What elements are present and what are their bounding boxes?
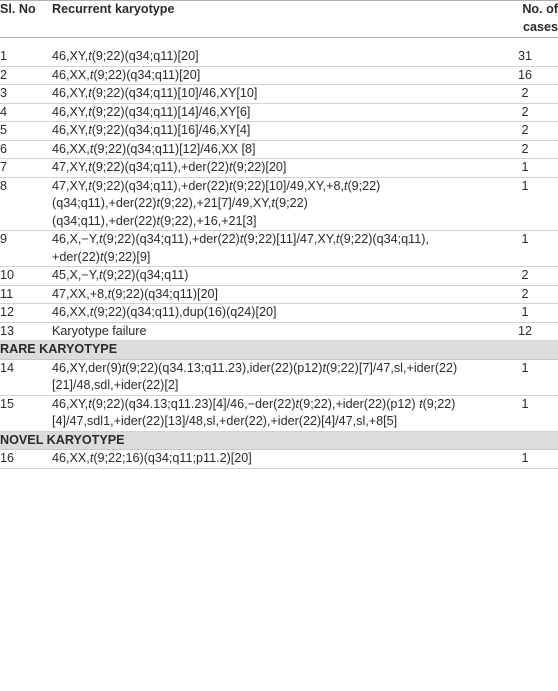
table-row [0,66,558,85]
sl-no-cell [0,159,52,178]
cases-cell-text: 2 [521,104,529,119]
karyotype-cell-text: 46,XY,t(9;22)(q34;q11)[16]/46,XY[4] [52,123,251,137]
karyotype-cell-text: 47,XY,t(9;22)(q34;q11),+der(22)t(9;22)[10]/49,XY,+8,t(9;22)(q34;q11),+der(22)t(9;22),+21[7]/49,XY,t(9;22)(q34;q11),+der(22)t(9;22),+16,+21[3] [52,178,381,228]
cases-cell [492,103,558,122]
sl-no-cell [0,66,52,85]
cases-cell [492,322,558,341]
table-row [0,285,558,304]
karyotype-cell [52,304,492,323]
recurrent-rows [0,38,558,341]
cases-cell [492,177,558,231]
sl-no-cell [0,122,52,141]
sl-no-cell-text: 16 [0,451,15,465]
sl-no-cell [0,85,52,104]
sl-no-cell-text: 4 [0,104,8,119]
cases-cell [492,159,558,178]
cases-cell [492,231,558,267]
table-row [0,359,558,395]
section-header-rare [0,341,558,360]
sl-no-cell-text: 13 [0,323,15,338]
section-header-novel [0,431,558,450]
karyotype-cell [52,140,492,159]
karyotype-cell-text: 46,XY,t(9;22)(q34;q11)[20] [52,49,199,63]
sl-no-cell-text: 6 [0,141,8,156]
karyotype-cell [52,359,492,395]
header-karyotype: Recurrent karyotype [52,1,492,38]
cases-cell-text: 1 [521,232,529,246]
sl-no-cell-text: 5 [0,123,8,137]
cases-cell [492,267,558,286]
sl-no-cell-text: 12 [0,305,15,319]
section-title-novel: NOVEL KARYOTYPE [0,431,558,450]
table-row [0,159,558,178]
karyotype-cell [52,322,492,341]
cases-cell-text: 1 [521,305,529,319]
karyotype-cell [52,285,492,304]
sl-no-cell-text: 3 [0,86,8,100]
novel-rows [0,450,558,469]
cases-cell [492,140,558,159]
karyotype-cell [52,231,492,267]
header-cases: No. of cases [492,1,558,38]
karyotype-cell-text: Karyotype failure [52,323,147,338]
sl-no-cell [0,267,52,286]
cases-cell-text: 16 [517,67,532,82]
sl-no-cell-text: 11 [0,286,14,301]
table-row [0,177,558,231]
sl-no-cell [0,304,52,323]
header-row [0,1,558,38]
sl-no-cell [0,48,52,66]
karyotype-cell-text: 46,XY,der(9)t(9;22)(q34.13;q11.23),ider(22)(p12)t(9;22)[7]/47,sl,+ider(22)[21]/48,sdl,+ider(22)[2] [52,360,458,392]
karyotype-cell [52,395,492,431]
karyotype-cell-text: 46,XY,t(9;22)(q34.13;q11.23)[4]/46,−der(22)t(9;22),+ider(22)(p12) t(9;22)[4]/47,sdl1,+ider(22)[13]/48,sl,+der(22),+ider(22)[4]/47,sl,+8[5] [52,396,456,428]
cases-cell-text: 2 [521,286,529,301]
spacer-row [0,38,558,49]
table-row [0,231,558,267]
cases-cell-text: 1 [521,396,529,411]
cases-cell [492,122,558,141]
sl-no-cell-text: 1 [0,49,8,63]
sl-no-cell-text: 8 [0,178,8,193]
cases-cell-text: 31 [517,49,532,63]
section-title-rare: RARE KARYOTYPE [0,341,558,360]
sl-no-cell-text: 2 [0,67,8,82]
table-row [0,103,558,122]
sl-no-cell [0,177,52,231]
cases-cell-text: 2 [521,141,529,156]
cases-cell-text: 1 [521,160,529,174]
sl-no-cell [0,450,52,469]
table-row [0,267,558,286]
cases-cell-text: 2 [521,268,529,282]
karyotype-cell-text: 46,XX,t(9;22;16)(q34;q11;p11.2)[20] [52,451,252,465]
karyotype-cell [52,103,492,122]
sl-no-cell-text: 10 [0,268,15,282]
cases-cell [492,66,558,85]
cases-cell [492,304,558,323]
sl-no-cell [0,285,52,304]
table-row [0,395,558,431]
cases-cell-text: 1 [521,178,529,193]
cases-cell [492,450,558,469]
karyotype-cell [52,159,492,178]
table-row [0,85,558,104]
karyotype-cell-text: 46,XY,t(9;22)(q34;q11)[10]/46,XY[10] [52,86,258,100]
cases-cell-text: 2 [521,123,529,137]
cases-cell [492,85,558,104]
cases-cell [492,359,558,395]
sl-no-cell-text: 14 [0,360,15,375]
karyotype-cell [52,48,492,66]
sl-no-cell [0,231,52,267]
cases-cell [492,395,558,431]
sl-no-cell [0,322,52,341]
rare-rows [0,359,558,431]
sl-no-cell-text: 7 [0,160,8,174]
table-row [0,48,558,66]
karyotype-cell [52,122,492,141]
novel-section [0,431,558,450]
table-row [0,322,558,341]
karyotype-cell-text: 46,XX,t(9;22)(q34;q11)[20] [52,67,201,82]
karyotype-cell-text: 46,XX,t(9;22)(q34;q11)[12]/46,XX [8] [52,141,256,156]
sl-no-cell-text: 15 [0,396,15,411]
karyotype-cell [52,66,492,85]
karyotype-cell [52,177,492,231]
sl-no-cell [0,395,52,431]
karyotype-cell-text: 47,XY,t(9;22)(q34;q11),+der(22)t(9;22)[20] [52,160,287,174]
cases-cell-text: 1 [521,360,529,375]
karyotype-cell-text: 46,X,−Y,t(9;22)(q34;q11),+der(22)t(9;22)[11]/47,XY,t(9;22)(q34;q11), +der(22)t(9;22)[9] [52,232,429,264]
cases-cell-text: 2 [521,86,529,100]
karyotype-cell-text: 46,XX,t(9;22)(q34;q11),dup(16)(q24)[20] [52,305,277,319]
sl-no-cell [0,140,52,159]
sl-no-cell-text: 9 [0,232,8,246]
table-row [0,140,558,159]
rare-section [0,341,558,360]
sl-no-cell [0,359,52,395]
cases-cell [492,48,558,66]
header-sl-no: Sl. No [0,1,52,38]
table-row [0,304,558,323]
cases-cell [492,285,558,304]
table-row [0,122,558,141]
karyotype-cell-text: 47,XX,+8,t(9;22)(q34;q11)[20] [52,286,219,301]
karyotype-cell-text: 45,X,−Y,t(9;22)(q34;q11) [52,268,189,282]
cases-cell-text: 12 [517,323,532,338]
cases-cell-text: 1 [521,451,529,465]
sl-no-cell [0,103,52,122]
karyotype-cell [52,85,492,104]
karyotype-cell [52,450,492,469]
karyotype-cell-text: 46,XY,t(9;22)(q34;q11)[14]/46,XY[6] [52,104,251,119]
karyotype-cell [52,267,492,286]
table-row [0,450,558,469]
